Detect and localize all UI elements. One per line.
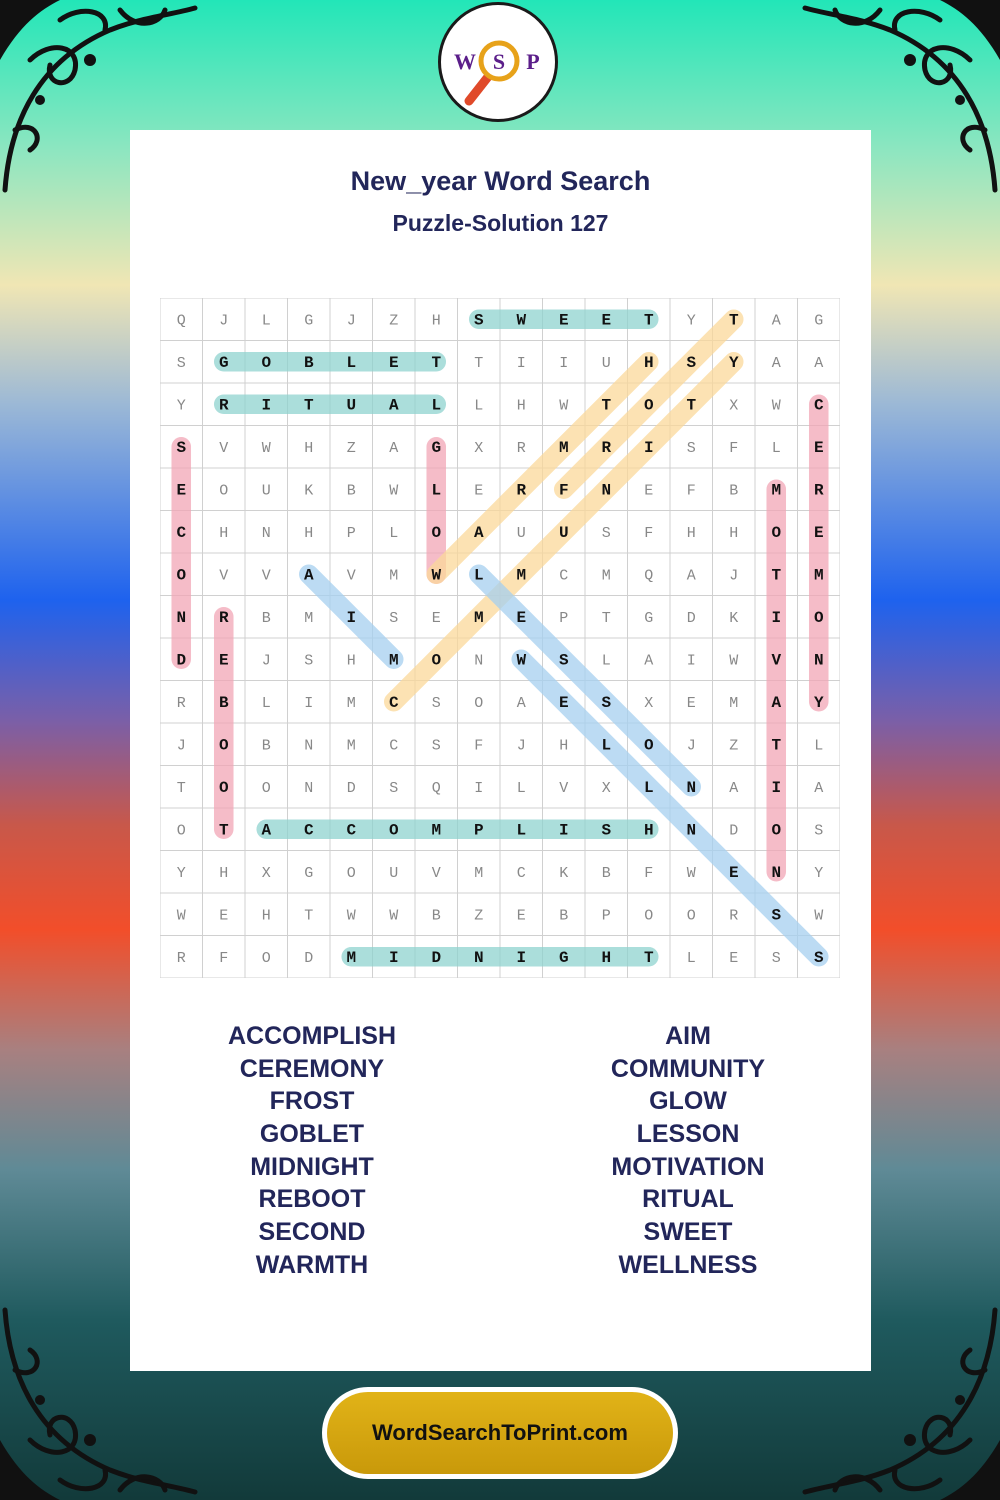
grid-letter: V: [771, 651, 782, 670]
grid-letter: E: [431, 609, 441, 627]
grid-letter: Z: [474, 907, 484, 925]
grid-letter: P: [559, 609, 569, 627]
grid-letter: N: [813, 651, 824, 670]
grid-letter: B: [346, 482, 356, 500]
grid-letter: N: [474, 652, 484, 670]
grid-letter: J: [729, 567, 739, 585]
grid-letter: W: [389, 482, 399, 500]
site-link-button[interactable]: [322, 1387, 678, 1479]
grid-letter: O: [771, 821, 782, 840]
grid-letter: R: [176, 694, 186, 712]
grid-letter: O: [261, 353, 272, 372]
logo-letter-p: P: [526, 49, 540, 74]
grid-letter: E: [686, 694, 696, 712]
logo-letter-s: S: [492, 49, 506, 74]
grid-letter: K: [559, 864, 569, 882]
grid-letter: R: [516, 439, 526, 457]
grid-letter: I: [304, 694, 314, 712]
grid-letter: T: [771, 566, 782, 585]
grid-letter: E: [219, 907, 229, 925]
grid-letter: K: [304, 482, 314, 500]
grid-letter: M: [304, 609, 314, 627]
grid-letter: T: [643, 311, 654, 330]
grid-letter: T: [474, 354, 484, 372]
grid-letter: O: [176, 566, 187, 585]
grid-letter: W: [516, 651, 527, 670]
grid-letter: S: [601, 821, 612, 840]
grid-letter: Q: [431, 779, 441, 797]
grid-letter: H: [219, 864, 229, 882]
grid-letter: A: [389, 439, 399, 457]
grid-letter: W: [261, 439, 271, 457]
word-list-item: AIM: [665, 1022, 711, 1050]
grid-letter: A: [473, 523, 484, 542]
word-list-item: RITUAL: [642, 1185, 734, 1214]
grid-letter: G: [218, 353, 229, 372]
grid-letter: R: [813, 481, 824, 500]
grid-letter: E: [474, 482, 484, 500]
grid-letter: W: [729, 652, 739, 670]
grid-letter: F: [644, 524, 654, 542]
page-subtitle: Puzzle-Solution 127: [392, 210, 609, 236]
grid-letter: N: [601, 481, 612, 500]
grid-letter: O: [643, 396, 654, 415]
grid-letter: H: [304, 439, 314, 457]
word-list-item: SECOND: [258, 1218, 366, 1247]
grid-letter: A: [516, 694, 526, 712]
grid-letter: O: [346, 864, 356, 882]
grid-letter: S: [558, 651, 569, 670]
grid-letter: R: [176, 949, 186, 967]
grid-letter: H: [431, 312, 441, 330]
grid-letter: O: [218, 778, 229, 797]
grid-letter: O: [219, 482, 229, 500]
grid-letter: U: [516, 524, 526, 542]
grid-letter: A: [814, 779, 824, 797]
grid-letter: V: [261, 567, 271, 585]
grid-letter: L: [643, 778, 654, 797]
grid-letter: L: [516, 821, 527, 840]
grid-letter: A: [686, 567, 696, 585]
grid-letter: L: [346, 353, 357, 372]
grid-letter: U: [389, 864, 399, 882]
grid-letter: C: [388, 693, 399, 712]
grid-letter: I: [474, 779, 484, 797]
grid-letter: E: [516, 907, 526, 925]
grid-letter: M: [558, 438, 569, 457]
wsp-logo[interactable]: [438, 2, 558, 122]
grid-letter: O: [388, 821, 399, 840]
grid-letter: O: [261, 949, 271, 967]
grid-letter: E: [176, 481, 187, 500]
grid-letter: M: [346, 694, 356, 712]
grid-letter: I: [771, 778, 782, 797]
grid-letter: I: [388, 948, 399, 967]
grid-letter: M: [346, 737, 356, 755]
grid-letter: M: [771, 481, 782, 500]
grid-letter: M: [346, 948, 357, 967]
grid-letter: H: [304, 524, 314, 542]
grid-letter: L: [431, 481, 442, 500]
grid-letter: A: [644, 652, 654, 670]
page-title: New_year Word Search: [350, 166, 651, 196]
grid-letter: P: [473, 821, 484, 840]
grid-letter: M: [601, 567, 611, 585]
grid-letter: D: [686, 609, 696, 627]
grid-letter: L: [516, 779, 526, 797]
grid-letter: D: [176, 651, 187, 670]
grid-letter: S: [473, 311, 484, 330]
grid-letter: T: [771, 736, 782, 755]
grid-letter: H: [346, 652, 356, 670]
grid-letter: L: [601, 652, 611, 670]
grid-letter: D: [729, 822, 739, 840]
grid-letter: Y: [814, 864, 824, 882]
grid-letter: H: [261, 907, 271, 925]
grid-letter: Y: [176, 397, 186, 415]
grid-letter: G: [304, 864, 314, 882]
grid-letter: M: [474, 864, 484, 882]
grid-letter: V: [431, 864, 441, 882]
grid-letter: G: [644, 609, 654, 627]
grid-letter: B: [559, 907, 569, 925]
word-search-grid: [160, 298, 840, 978]
grid-letter: T: [218, 821, 229, 840]
grid-letter: O: [431, 651, 442, 670]
grid-letter: K: [729, 609, 739, 627]
grid-letter: X: [474, 439, 484, 457]
grid-letter: R: [218, 608, 229, 627]
grid-letter: B: [431, 907, 441, 925]
grid-letter: O: [813, 608, 824, 627]
word-list-right: [538, 1020, 838, 1282]
grid-letter: N: [261, 524, 271, 542]
grid-letter: E: [516, 608, 527, 627]
grid-letter: B: [218, 693, 229, 712]
grid-letter: M: [389, 567, 399, 585]
grid-letter: J: [346, 312, 356, 330]
grid-letter: R: [729, 907, 739, 925]
grid-letter: J: [516, 737, 526, 755]
grid-letter: L: [474, 397, 484, 415]
grid-letter: E: [729, 949, 739, 967]
grid-letter: Y: [686, 312, 696, 330]
word-list-item: CEREMONY: [239, 1054, 385, 1083]
grid-letter: M: [729, 694, 739, 712]
grid-letter: N: [176, 608, 187, 627]
grid-letter: B: [303, 353, 314, 372]
grid-letter: G: [431, 438, 442, 457]
grid-letter: H: [643, 821, 654, 840]
grid-letter: S: [304, 652, 314, 670]
grid-letter: L: [389, 524, 399, 542]
grid-letter: A: [814, 354, 824, 372]
word-list-item: MIDNIGHT: [250, 1152, 374, 1181]
word-list-item: GOBLET: [259, 1120, 365, 1149]
grid-letter: S: [389, 609, 399, 627]
grid-letter: B: [261, 737, 271, 755]
grid-letter: Q: [644, 567, 654, 585]
grid-letter: T: [304, 907, 314, 925]
grid-letter: W: [516, 311, 527, 330]
grid-letter: C: [559, 567, 569, 585]
grid-letter: U: [346, 396, 357, 415]
word-list-left: [162, 1020, 462, 1282]
grid-letter: Y: [813, 693, 824, 712]
grid-letter: X: [261, 864, 271, 882]
grid-letter: O: [176, 822, 186, 840]
grid-letter: I: [516, 948, 527, 967]
grid-letter: U: [558, 523, 569, 542]
grid-letter: Z: [729, 737, 739, 755]
grid-letter: T: [728, 311, 739, 330]
word-list-item: LESSON: [636, 1120, 740, 1149]
grid-letter: M: [388, 651, 399, 670]
grid-letter: W: [346, 907, 356, 925]
grid-letter: L: [261, 312, 271, 330]
grid-letter: A: [261, 821, 272, 840]
grid-letter: L: [261, 694, 271, 712]
grid-letter: F: [644, 864, 654, 882]
word-list-item: ACCOMPLISH: [227, 1022, 397, 1050]
word-list-item: GLOW: [649, 1087, 727, 1116]
grid-letter: S: [771, 949, 781, 967]
grid-letter: O: [644, 907, 654, 925]
grid-letter: W: [814, 907, 824, 925]
grid-letter: A: [771, 354, 781, 372]
grid-letter: Z: [346, 439, 356, 457]
grid-letter: B: [729, 482, 739, 500]
grid-letter: U: [261, 482, 271, 500]
grid-letter: J: [686, 737, 696, 755]
grid-letter: N: [686, 778, 697, 797]
grid-letter: G: [814, 312, 824, 330]
puzzle-card: [130, 130, 871, 1371]
grid-letter: C: [813, 396, 824, 415]
grid-letter: X: [601, 779, 611, 797]
word-list-item: FROST: [269, 1087, 355, 1116]
grid-letter: O: [643, 736, 654, 755]
grid-letter: I: [516, 354, 526, 372]
grid-letter: E: [813, 438, 824, 457]
grid-letter: A: [303, 566, 314, 585]
grid-letter: F: [729, 439, 739, 457]
grid-letter: E: [558, 311, 569, 330]
grid-letter: L: [771, 439, 781, 457]
grid-letter: E: [813, 523, 824, 542]
grid-letter: Q: [176, 312, 186, 330]
grid-letter: H: [219, 524, 229, 542]
grid-letter: V: [559, 779, 569, 797]
grid-letter: V: [346, 567, 356, 585]
grid-letter: F: [558, 481, 569, 500]
grid-letter: T: [176, 779, 186, 797]
grid-letter: W: [686, 864, 696, 882]
grid-letter: C: [176, 523, 187, 542]
grid-letter: S: [601, 524, 611, 542]
grid-letter: J: [176, 737, 186, 755]
word-list-item: MOTIVATION: [611, 1152, 765, 1181]
grid-letter: N: [473, 948, 484, 967]
grid-letter: S: [601, 693, 612, 712]
grid-letter: N: [304, 737, 314, 755]
grid-letter: E: [558, 693, 569, 712]
grid-letter: L: [473, 566, 484, 585]
grid-letter: S: [771, 906, 782, 925]
word-list-item: REBOOT: [258, 1185, 366, 1214]
grid-letter: P: [601, 907, 611, 925]
site-link-label: WordSearchToPrint.com: [327, 1392, 673, 1474]
grid-letter: H: [643, 353, 654, 372]
word-list-item: WARMTH: [255, 1250, 369, 1279]
grid-letter: M: [813, 566, 824, 585]
grid-letter: T: [303, 396, 314, 415]
grid-letter: M: [473, 608, 484, 627]
grid-letter: D: [346, 779, 356, 797]
grid-letter: L: [431, 396, 442, 415]
grid-letter: D: [431, 948, 442, 967]
grid-letter: A: [771, 693, 782, 712]
grid-letter: W: [431, 566, 442, 585]
grid-letter: I: [643, 438, 654, 457]
grid-letter: W: [389, 907, 399, 925]
grid-letter: R: [601, 438, 612, 457]
grid-letter: O: [431, 523, 442, 542]
grid-letter: W: [559, 397, 569, 415]
grid-letter: I: [261, 396, 272, 415]
grid-letter: T: [431, 353, 442, 372]
grid-letter: C: [346, 821, 357, 840]
grid-letter: S: [431, 737, 441, 755]
grid-letter: Y: [176, 864, 186, 882]
grid-letter: E: [644, 482, 654, 500]
grid-letter: J: [219, 312, 229, 330]
grid-letter: O: [474, 694, 484, 712]
grid-letter: I: [559, 354, 569, 372]
grid-letter: T: [643, 948, 654, 967]
grid-letter: F: [474, 737, 484, 755]
grid-letter: T: [601, 396, 612, 415]
grid-letter: S: [686, 353, 697, 372]
word-list-item: WELLNESS: [618, 1250, 758, 1279]
grid-letter: J: [261, 652, 271, 670]
grid-letter: V: [219, 439, 229, 457]
grid-letter: S: [686, 439, 696, 457]
grid-letter: E: [218, 651, 229, 670]
logo-letter-w: W: [454, 49, 476, 74]
grid-letter: S: [431, 694, 441, 712]
grid-letter: R: [516, 481, 527, 500]
grid-letter: O: [686, 907, 696, 925]
grid-letter: R: [218, 396, 229, 415]
grid-letter: I: [686, 652, 696, 670]
grid-letter: U: [601, 354, 611, 372]
grid-letter: M: [431, 821, 442, 840]
word-list-item: SWEET: [643, 1218, 733, 1247]
grid-letter: I: [558, 821, 569, 840]
grid-letter: S: [389, 779, 399, 797]
grid-letter: S: [814, 822, 824, 840]
grid-letter: X: [644, 694, 654, 712]
grid-letter: V: [219, 567, 229, 585]
grid-letter: B: [261, 609, 271, 627]
grid-letter: L: [601, 736, 612, 755]
grid-letter: H: [729, 524, 739, 542]
grid-letter: T: [686, 396, 697, 415]
grid-letter: B: [601, 864, 611, 882]
grid-letter: G: [558, 948, 569, 967]
grid-letter: E: [388, 353, 399, 372]
grid-letter: E: [601, 311, 612, 330]
grid-letter: A: [771, 312, 781, 330]
grid-letter: H: [601, 948, 612, 967]
grid-letter: O: [218, 736, 229, 755]
grid-letter: C: [516, 864, 526, 882]
grid-letter: S: [176, 354, 186, 372]
grid-letter: F: [686, 482, 696, 500]
grid-letter: N: [304, 779, 314, 797]
grid-letter: A: [729, 779, 739, 797]
grid-letter: W: [771, 397, 781, 415]
grid-letter: I: [346, 608, 357, 627]
grid-letter: F: [219, 949, 229, 967]
grid-letter: H: [686, 524, 696, 542]
grid-letter: Z: [389, 312, 399, 330]
grid-letter: L: [686, 949, 696, 967]
grid-letter: N: [771, 863, 782, 882]
grid-letter: O: [771, 523, 782, 542]
grid-letter: H: [516, 397, 526, 415]
grid-letter: D: [304, 949, 314, 967]
grid-letter: X: [729, 397, 739, 415]
magnifier-icon: [441, 5, 555, 119]
grid-letter: Y: [728, 353, 739, 372]
grid-letter: P: [346, 524, 356, 542]
grid-letter: L: [814, 737, 824, 755]
grid-letter: E: [728, 863, 739, 882]
grid-letter: G: [304, 312, 314, 330]
grid-letter: T: [601, 609, 611, 627]
grid-letter: H: [559, 737, 569, 755]
grid-letter: N: [686, 821, 697, 840]
grid-letter: W: [176, 907, 186, 925]
grid-letter: S: [176, 438, 187, 457]
word-list-item: COMMUNITY: [610, 1054, 766, 1083]
grid-letter: A: [388, 396, 399, 415]
grid-letter: C: [389, 737, 399, 755]
grid-letter: C: [303, 821, 314, 840]
grid-letter: S: [813, 948, 824, 967]
grid-letter: I: [771, 608, 782, 627]
grid-letter: M: [516, 566, 527, 585]
grid-letter: O: [261, 779, 271, 797]
